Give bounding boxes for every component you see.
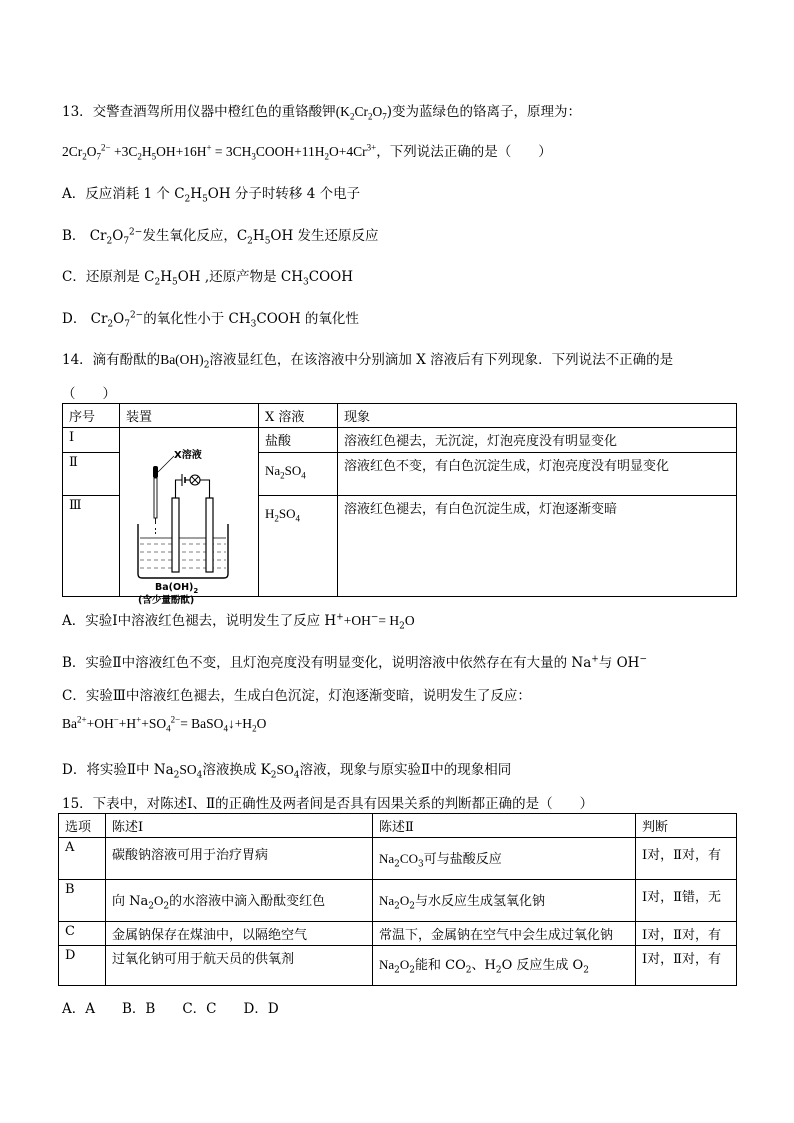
table-header-row: [59, 814, 737, 838]
table-header-cell: 陈述Ⅰ: [106, 814, 373, 838]
q13-stem: 13．交警查酒驾所用仪器中橙红色的重铬酸钾$(K_2Cr_2O_7)$变为蓝绿色的铬离子，原理为：: [62, 104, 581, 122]
table-row: D 过氧化钠可用于航天员的供氧剂 $Na_2O_2$能和 $CO_2$、$H_2O$ 反应生成 $O_2$ Ⅰ对，Ⅱ对，有: [59, 946, 737, 986]
q14-table: [62, 403, 737, 606]
q14-option-c-equation: $Ba^{2+}+OH^-+H^++SO_4^{2-}=$ $BaSO_4↓+H_2O$: [62, 714, 267, 734]
device-label-ba: $Ba(OH)_2$: [155, 582, 199, 595]
q15-answer-options: A．A B．B C．C D．D: [62, 1001, 279, 1017]
q14-stem: 14．滴有酚酞的$Ba(OH)_2$溶液显红色，在该溶液中分别滴加 X 溶液后有下列现象．下列说法不正确的是: [62, 352, 674, 371]
device-label-x: X溶液: [174, 450, 202, 461]
table-header-cell: X 溶液: [259, 404, 338, 428]
table-header-cell: 选项: [59, 814, 106, 838]
electrolysis-device-diagram: [120, 428, 246, 596]
device-label-note: (含少量酚酞): [138, 595, 195, 606]
q13-option-a: A．反应消耗 1 个 $C_2H_5OH$ 分子时转移 4 个电子: [62, 186, 361, 205]
table-row: Ⅰ X溶液 $Ba(OH)_2$ (含少量酚酞) 盐酸 溶液红色褪去，无沉淀，灯泡亮度没有明显变化: [63, 428, 737, 453]
q14-option-a: A．实验Ⅰ中溶液红色褪去，说明发生了反应 $H^++OH^-= H_2O$: [62, 612, 415, 632]
table-row: Ⅱ $Na_2SO_4$ 溶液红色不变，有白色沉淀生成，灯泡亮度没有明显变化: [63, 452, 737, 495]
q14-paren: （ ）: [62, 386, 116, 402]
q14-option-c: C．实验Ⅲ中溶液红色褪去，生成白色沉淀，灯泡逐渐变暗，说明发生了反应：: [62, 688, 531, 704]
q13-option-b: B． $Cr_2O_7^{2-}$发生氧化反应，$C_2H_5OH$ 发生还原反应: [62, 227, 379, 247]
q13-equation: $2Cr_2O_7^{2-} +3C_2H_5OH+16H^+$ = $3CH_3COOH+11H_2O+4Cr^{3+}$，下列说法正确的是（ ）: [62, 142, 552, 162]
table-row: A 碳酸钠溶液可用于治疗胃病 $Na_2CO_3$可与盐酸反应 Ⅰ对，Ⅱ对，有: [59, 838, 737, 880]
table-header-cell: 现象: [338, 404, 737, 428]
q13-option-d: D． $Cr_2O_7^{2-}$的氧化性小于 $CH_3COOH$ 的氧化性: [62, 310, 359, 330]
table-header-row: [63, 404, 737, 428]
table-row: C 金属钠保存在煤油中，以隔绝空气 常温下，金属钠在空气中会生成过氧化钠 Ⅰ对，Ⅱ对，有: [59, 922, 737, 946]
q15-table: [58, 813, 737, 986]
table-row: Ⅲ $H_2SO_4$ 溶液红色褪去，有白色沉淀生成，灯泡逐渐变暗: [63, 495, 737, 596]
table-row: B 向 $Na_2O_2$的水溶液中滴入酚酞变红色 $Na_2O_2$与水反应生成氢氧化钠 Ⅰ对，Ⅱ错，无: [59, 880, 737, 922]
table-header-cell: 序号: [63, 404, 120, 428]
device-cell: [120, 428, 259, 606]
table-header-cell: 判断: [636, 814, 737, 838]
table-header-cell: 装置: [120, 404, 259, 428]
q15-stem: 15．下表中，对陈述Ⅰ、Ⅱ的正确性及两者间是否具有因果关系的判断都正确的是（ ）: [62, 796, 594, 812]
q13-option-c: C．还原剂是 $C_2H_5OH$ ,还原产物是 $CH_3COOH$: [62, 269, 354, 288]
q14-option-d: D．将实验Ⅱ中 $Na_2SO_4$溶液换成 $K_2SO_4$溶液，现象与原实验Ⅱ中的现象相同: [62, 762, 512, 781]
table-header-cell: 陈述Ⅱ: [373, 814, 636, 838]
q14-option-b: B．实验Ⅱ中溶液红色不变，且灯泡亮度没有明显变化，说明溶液中依然存在有大量的 Na+与 OH−: [62, 654, 647, 671]
